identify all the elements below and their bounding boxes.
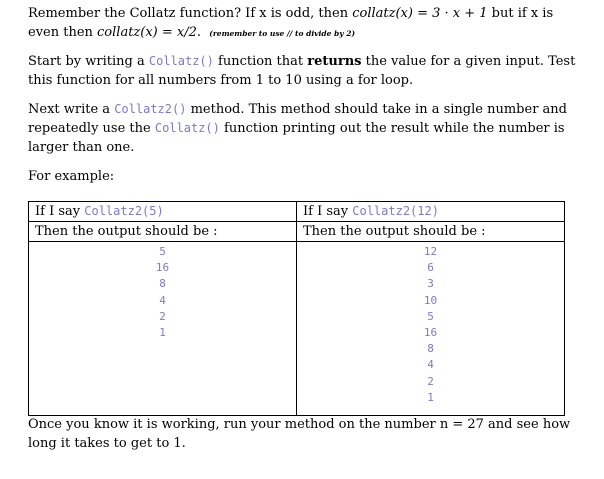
collatz-code: Collatz(): [148, 54, 214, 68]
para2-text-2: function that: [213, 54, 308, 69]
output-value: 8: [159, 277, 166, 291]
collatz-code-2: Collatz(): [154, 121, 220, 135]
output-value: 5: [427, 309, 434, 323]
output-value: 3: [427, 277, 434, 291]
example-table: [28, 201, 565, 416]
output-value: 5: [159, 245, 166, 258]
left-output-label: Then the output should be :: [29, 222, 297, 242]
right-output-cell: [297, 242, 565, 416]
para3-text-3: function printing out the result while the number is larger than one.: [28, 121, 565, 155]
output-value: 4: [159, 293, 166, 307]
para1-text-2: but if x is even then: [28, 6, 554, 40]
right-header-prefix: If I say: [303, 204, 353, 219]
left-header-prefix: If I say: [35, 204, 85, 219]
left-output-cell: [29, 242, 297, 416]
output-value: 12: [423, 245, 438, 258]
output-value: 2: [159, 309, 166, 323]
odd-formula: collatz(x) = 3 · x + 1: [352, 6, 488, 21]
collatz2-method-paragraph: [28, 100, 576, 157]
output-value: 16: [423, 326, 438, 340]
output-value: 1: [427, 390, 434, 404]
right-header-cell: [297, 202, 565, 222]
para3-text-2: method. This method should take in a single number and repeatedly use the: [28, 102, 567, 136]
right-output-list: [297, 242, 564, 406]
collatz-definition-paragraph: [28, 4, 576, 43]
collatz2-code: Collatz2(): [114, 102, 187, 116]
output-value: 8: [427, 342, 434, 356]
left-header-cell: [29, 202, 297, 222]
output-value: 6: [427, 261, 434, 275]
output-value: 1: [159, 326, 166, 340]
para1-text: Remember the Collatz function? If x is odd, then: [28, 6, 353, 21]
para2-text-3: the value for a given input. Test this function for all numbers from 1 to 10 using a for loop.: [28, 54, 576, 88]
example-label: For example:: [28, 169, 115, 184]
returns-bold: returns: [307, 54, 362, 69]
left-header-code: Collatz2(5): [84, 204, 164, 218]
right-header-code: Collatz2(12): [352, 204, 439, 218]
division-note: (remember to use // to divide by 2): [209, 29, 356, 38]
right-output-label: Then the output should be :: [297, 222, 565, 242]
output-value: 2: [427, 374, 434, 388]
even-formula: collatz(x) = x/2.: [97, 25, 202, 40]
para2-text: Start by writing a: [28, 54, 149, 69]
left-output-list: [29, 242, 296, 341]
output-value: 4: [427, 358, 434, 372]
para3-text: Next write a: [28, 102, 115, 117]
final-instruction-paragraph: Once you know it is working, run your method on the number n = 27 and see how long it takes to get to 1.: [28, 417, 571, 451]
collatz-function-paragraph: [28, 52, 576, 90]
output-value: 16: [155, 261, 170, 275]
output-value: 10: [423, 293, 438, 307]
